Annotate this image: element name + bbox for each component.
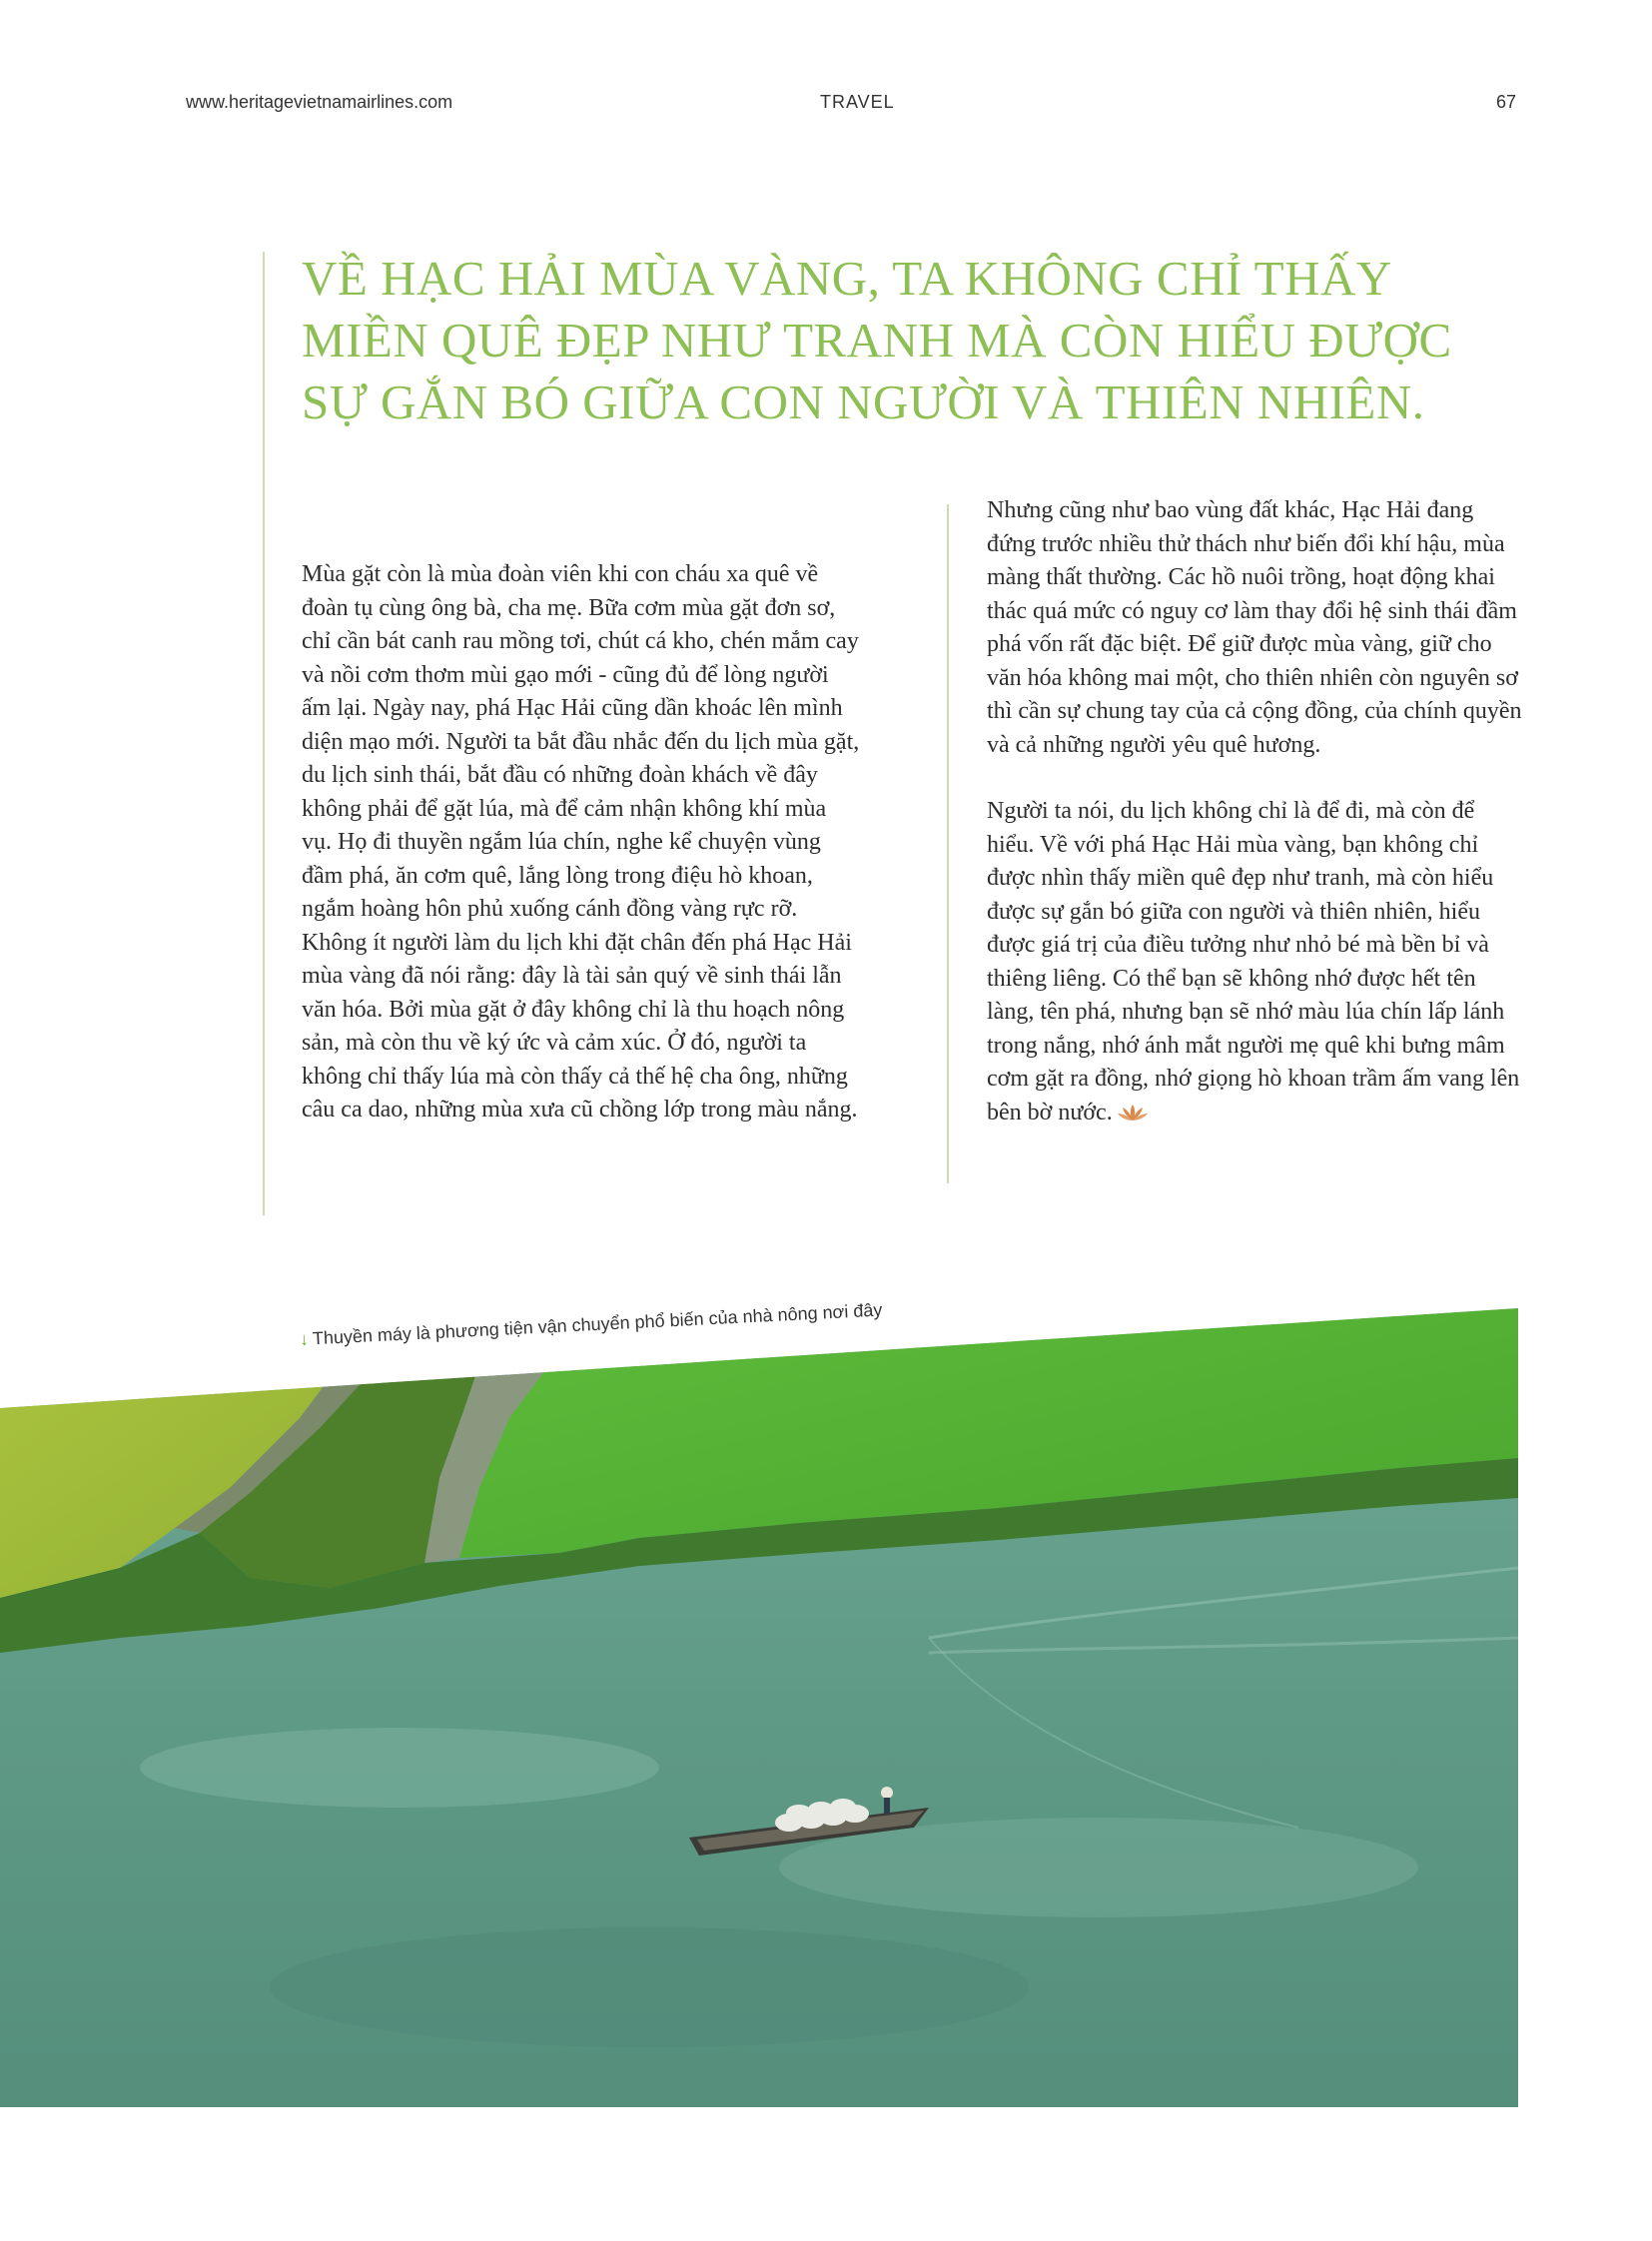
page-number: 67	[1495, 92, 1516, 112]
column-rule	[947, 504, 949, 1183]
left-paragraph-1: Mùa gặt còn là mùa đoàn viên khi con cháu xa quê về đoàn tụ cùng ông bà, cha mẹ. Bữa cơm mùa gặt đơn sơ, chỉ cần bát canh rau mồng tơi, chút cá kho, chén mắm cay và nồi cơm thơm mùi gạo mới - cũng đủ để lòng người ấm lại. Ngày nay, phá Hạc Hải cũng dần khoác lên mình diện mạo mới. Người ta bắt đầu nhắc đến du lịch mùa gặt, du lịch sinh thái, bắt đầu có những đoàn khách về đây không phải để gặt lúa, mà để cảm nhận không khí mùa vụ. Họ đi thuyền ngắm lúa chín, nghe kể chuyện vùng đầm phá, ăn cơm quê, lắng lòng trong điệu hò khoan, ngắm hoàng hôn phủ xuống cánh đồng vàng rực rỡ. Không ít người làm du lịch khi đặt chân đến phá Hạc Hải mùa vàng đã nói rằng: đây là tài sản quý về sinh thái lẫn văn hóa. Bởi mùa gặt ở đây không chỉ là thu hoạch nông sản, mà còn thu về ký ức và cảm xúc. Ở đó, người ta không chỉ thấy lúa mà còn thấy cả thế hệ cha ông, những câu ca dao, những mùa xưa cũ chồng lớp trong màu nắng.	[302, 561, 860, 1122]
page-header	[186, 92, 1516, 122]
caption-text: Thuyền máy là phương tiện vận chuyển phổ biến của nhà nông nơi đây	[312, 1299, 883, 1349]
arrow-down-icon: ↓	[299, 1328, 310, 1349]
right-column	[987, 494, 1526, 1162]
site-url: www.heritagevietnamairlines.com	[186, 92, 453, 112]
right-paragraph-1: Nhưng cũng như bao vùng đất khác, Hạc Hải đang đứng trước nhiều thử thách như biến đổi khí hậu, mùa màng thất thường. Các hồ nuôi trồng, hoạt động khai thác quá mức có nguy cơ làm thay đổi hệ sinh thái đầm phá vốn rất đặc biệt. Để giữ được mùa vàng, giữ cho văn hóa không mai một, cho thiên nhiên còn nguyên sơ thì cần sự chung tay của cả cộng đồng, của chính quyền và cả những người yêu quê hương.	[987, 497, 1522, 758]
right-paragraph-2-text: Người ta nói, du lịch không chỉ là để đi, mà còn để hiểu. Về với phá Hạc Hải mùa vàng, bạn không chỉ được nhìn thấy miền quê đẹp như tranh, mà còn hiểu được sự gắn bó giữa con người và thiên nhiên, hiểu được giá trị của điều tưởng như nhỏ bé mà bền bỉ và thiêng liêng. Có thể bạn sẽ không nhớ được hết tên làng, tên phá, nhưng bạn sẽ nhớ màu lúa chín lấp lánh trong nắng, nhớ ánh mắt người mẹ quê khi bưng mâm cơm gặt ra đồng, nhớ giọng hò khoan trầm ấm vang lên bên bờ nước.	[987, 798, 1520, 1125]
section-label: TRAVEL	[820, 92, 895, 112]
aerial-photo	[0, 1308, 1518, 2107]
left-column	[302, 558, 861, 1160]
pullquote-rule	[263, 252, 265, 1215]
pullquote: VỀ HẠC HẢI MÙA VÀNG, TA KHÔNG CHỈ THẤY MIỀN QUÊ ĐẸP NHƯ TRANH MÀ CÒN HIỂU ĐƯỢC SỰ GẮN BÓ GIỮA CON NGƯỜI VÀ THIÊN NHIÊN.	[302, 251, 1452, 429]
lotus-end-mark-icon	[1117, 1103, 1149, 1122]
right-paragraph-2	[987, 795, 1526, 1129]
